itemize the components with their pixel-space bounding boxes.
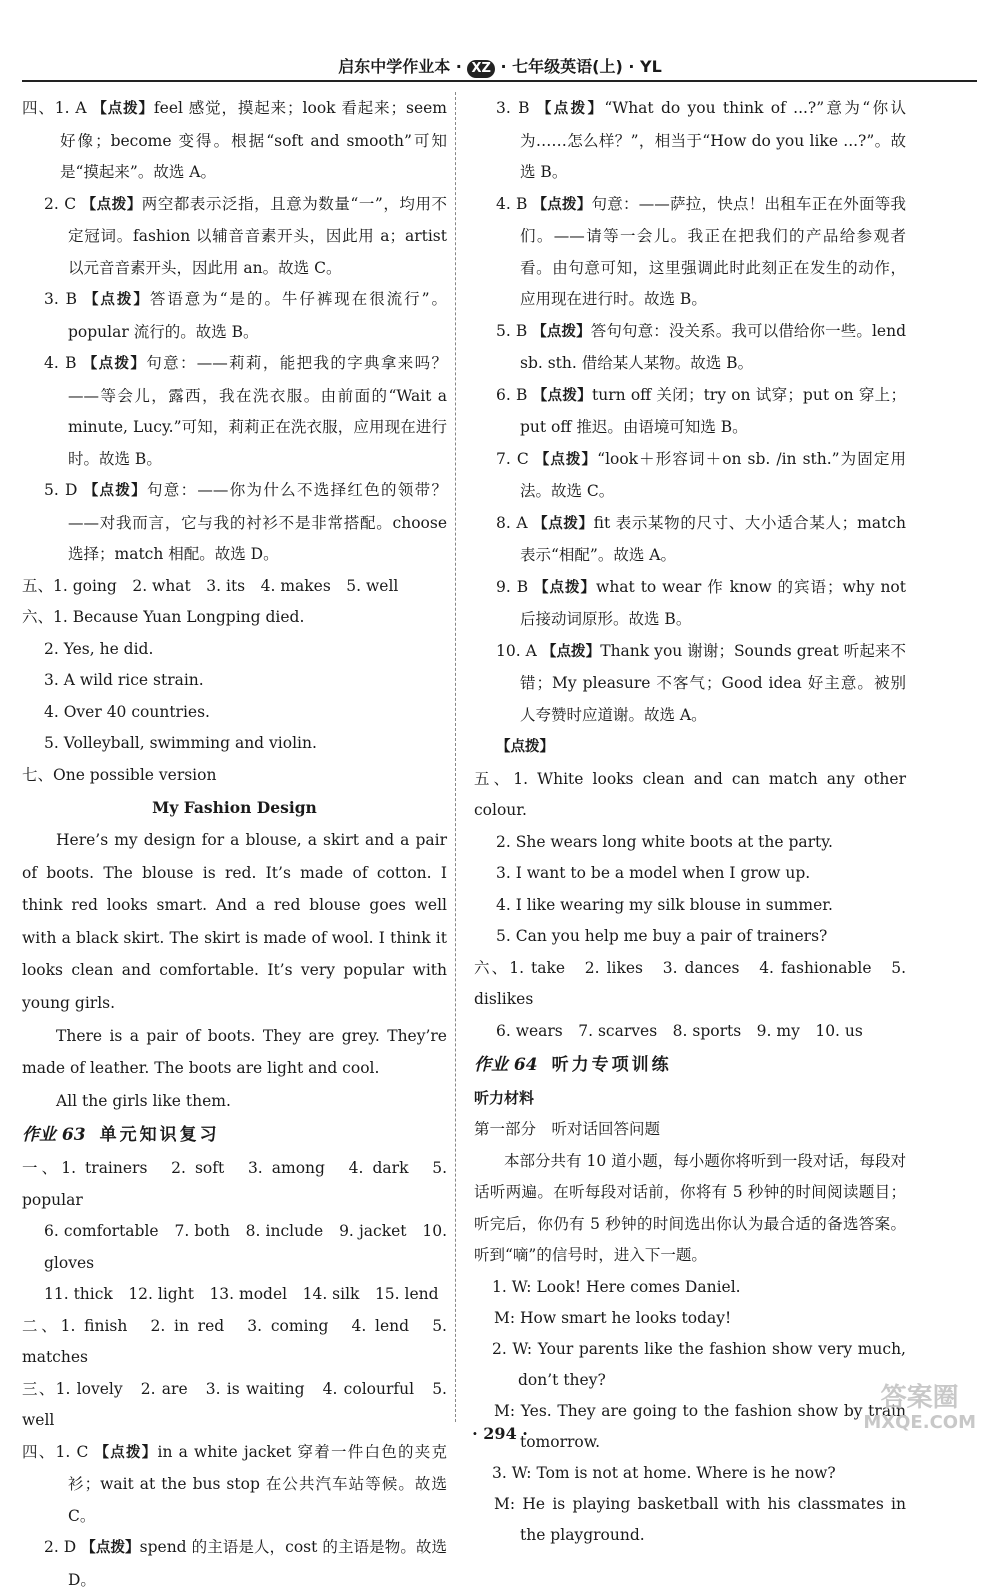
- left-section-7: 七、One possible version: [22, 765, 217, 784]
- answer-line: 五、1. White looks clean and can match any other colour.: [474, 769, 906, 819]
- watermark-bottom: MXQE.COM: [863, 1412, 976, 1433]
- answer-item: 2. D 【点拨】spend 的主语是人，cost 的主语是物。故选 D。: [44, 1538, 447, 1589]
- answer-item: 四、1. C 【点拨】in a white jacket 穿着一件白色的夹克衫；wait at the bus stop 在公共汽车站等候。故选 C。: [22, 1442, 448, 1525]
- essay-paragraph: Here’s my design for a blouse, a skirt and a pair of boots. The blouse is red. It’s made of cotton. I think red looks smart. And a red blouse goes well with a black skirt. The skirt is made of wool. I think it looks clean and comfortable. It’s very popular with young girls.: [22, 831, 447, 1012]
- answer-item: 7. C 【点拨】“look＋形容词＋on sb. /in sth.”为固定用法。故选 C。: [496, 449, 906, 500]
- answer-item: 【点拨】: [496, 739, 554, 755]
- header-title-prefix: 启东中学作业本 ·: [338, 57, 462, 76]
- dialogue-line: 1. W: Look! Here comes Daniel.: [492, 1277, 741, 1296]
- answer-line: 三、1. lovely 2. are 3. is waiting 4. colourful 5. well: [22, 1379, 447, 1430]
- answer-item: 10. A 【点拨】Thank you 谢谢；Sounds great 听起来不错；My pleasure 不客气；Good idea 好主意。被别人夸赞时应道谢。故选 A。: [496, 641, 906, 724]
- dialogue-line: 3. W: Tom is not at home. Where is he now?: [492, 1463, 836, 1482]
- left-section-6-first: 六、1. Because Yuan Longping died.: [22, 608, 305, 626]
- listening-material-title: 听力材料: [474, 1089, 535, 1107]
- left-section-5: 五、1. going 2. what 3. its 4. makes 5. well: [22, 576, 399, 595]
- answer-line: 5. Can you help me buy a pair of trainers?: [496, 927, 828, 945]
- column-divider: [455, 92, 456, 1422]
- answer-item: 9. B 【点拨】what to wear 作 know 的宾语；why not 后接动词原形。故选 B。: [496, 577, 906, 628]
- answer-item: 5. B 【点拨】答句句意：没关系。我可以借给你一些。lend sb. sth. 借给某人某物。故选 B。: [496, 321, 906, 372]
- left-section-4: [22, 93, 447, 571]
- dialogue-line: M: He is playing basketball with his classmates in the playground.: [494, 1494, 906, 1544]
- answer-line: 4. I like wearing my silk blouse in summer.: [496, 895, 833, 914]
- answer-line: 4. Over 40 countries.: [44, 702, 210, 721]
- page-header: [0, 54, 1000, 78]
- essay-paragraph: All the girls like them.: [56, 1091, 231, 1110]
- answer-line: 2. She wears long white boots at the party.: [496, 832, 833, 851]
- answer-line: 11. thick 12. light 13. model 14. silk 15. lend: [44, 1285, 439, 1304]
- watermark-top: 答案圈: [880, 1383, 959, 1413]
- answer-line: 5. Volleyball, swimming and violin.: [44, 734, 317, 752]
- answer-line: 2. Yes, he did.: [44, 639, 154, 658]
- edition-badge: XZ: [467, 60, 494, 78]
- answer-item: 2. C 【点拨】两空都表示泛指，且意为数量“一”，均用不定冠词。fashion 以辅音音素开头，因此用 a；artist 以元音音素开头，因此用 an。故选 C。: [44, 194, 448, 277]
- answer-line: 6. wears 7. scarves 8. sports 9. my 10. us: [496, 1021, 863, 1040]
- part1-intro: 本部分共有 10 道小题，每小题你将听到一段对话，每段对话听两遍。在听每段对话前，你将有 5 秒钟的时间阅读题目；听完后，你仍有 5 秒钟的时间选出你认为最合适的备选答案。听到“嘀”的信号时，进入下一题。: [474, 1151, 906, 1264]
- answer-line: 二、1. finish 2. in red 3. coming 4. lend 5. matches: [22, 1316, 447, 1367]
- dialogue-line: M: How smart he looks today!: [494, 1308, 732, 1327]
- header-rule: [22, 80, 977, 82]
- essay-title: My Fashion Design: [152, 798, 317, 817]
- answer-line: 一、1. trainers 2. soft 3. among 4. dark 5. popular: [22, 1159, 447, 1209]
- page-number: · 294 ·: [472, 1424, 528, 1443]
- part1-title: 第一部分 听对话回答问题: [474, 1120, 661, 1138]
- homework-63-title: 作业 63 单元知识复习: [22, 1125, 220, 1146]
- answer-line: 六、1. take 2. likes 3. dances 4. fashionable 5. dislikes: [474, 958, 906, 1008]
- dialogue-line: M: Yes. They are going to the fashion show by train tomorrow.: [494, 1401, 906, 1451]
- dialogue-line: 2. W: Your parents like the fashion show very much, don’t they?: [492, 1339, 906, 1389]
- homework-64-title: 作业 64 听力专项训练: [474, 1055, 672, 1075]
- right-column: [474, 93, 906, 1551]
- answer-item: 4. B 【点拨】句意：——莉莉，能把我的字典拿来吗？——等会儿，露西，我在洗衣服。由前面的“Wait a minute, Lucy.”可知，莉莉正在洗衣服，应用现在进行时。故选 B。: [44, 354, 447, 468]
- left-column: [22, 93, 447, 1596]
- answer-item: 6. B 【点拨】turn off 关闭；try on 试穿；put on 穿上；put off 推迟。由语境可知选 B。: [496, 385, 907, 436]
- answer-item: 8. A 【点拨】fit 表示某物的尺寸、大小适合某人；match 表示“相配”。故选 A。: [496, 513, 906, 564]
- answer-item: 3. B 【点拨】答语意为“是的。牛仔裤现在很流行”。popular 流行的。故选 B。: [44, 290, 447, 341]
- answer-line: 3. A wild rice strain.: [44, 671, 204, 689]
- answer-line: 6. comfortable 7. both 8. include 9. jacket 10. gloves: [44, 1222, 447, 1272]
- header-title-suffix: · 七年级英语(上) · YL: [500, 57, 662, 76]
- essay-paragraph: There is a pair of boots. They are grey. They’re made of leather. The boots are light and cool.: [22, 1026, 447, 1078]
- answer-item: 3. B 【点拨】“What do you think of ...?”意为“你认为……怎么样？”，相当于“How do you like ...?”。故选 B。: [496, 99, 906, 181]
- answer-line: 3. I want to be a model when I grow up.: [496, 864, 811, 882]
- answer-item: 4. B 【点拨】句意：——萨拉，快点！出租车正在外面等我们。——请等一会儿。我正在把我们的产品给参观者看。由句意可知，这里强调此时此刻正在发生的动作，应用现在进行时。故选 B。: [496, 194, 907, 308]
- watermark-logo: [863, 1383, 976, 1433]
- answer-item: 5. D 【点拨】句意：——你为什么不选择红色的领带？——对我而言，它与我的衬衫不是非常搭配。choose 选择；match 相配。故选 D。: [44, 481, 447, 563]
- answer-item: 四、1. A 【点拨】feel 感觉，摸起来；look 看起来；seem 好像；become 变得。根据“soft and smooth”可知是“摸起来”。故选 A。: [22, 99, 448, 181]
